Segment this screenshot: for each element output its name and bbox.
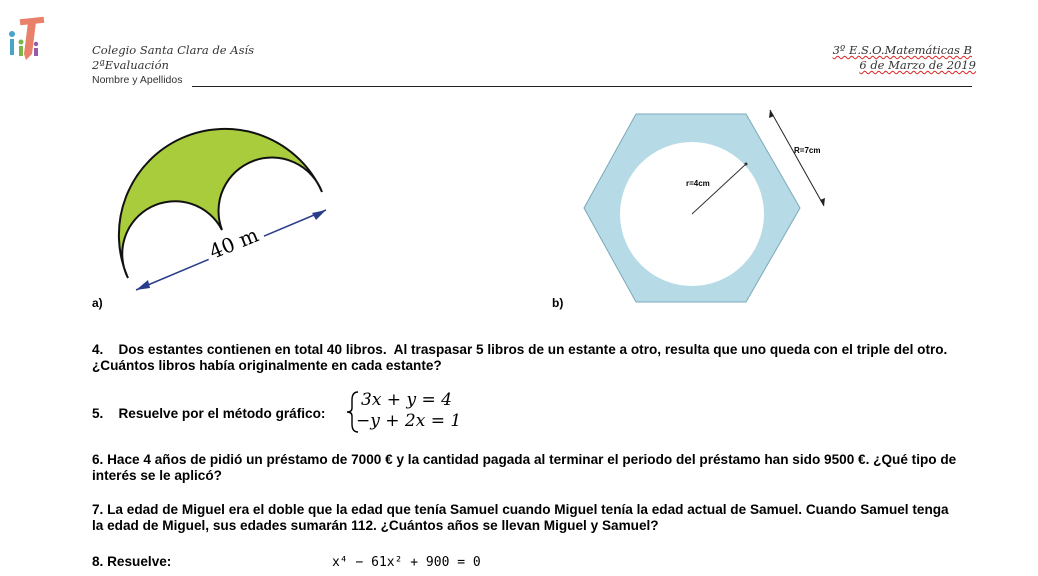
course-label: 3º E.S.O.Matemáticas B: [832, 43, 972, 57]
school-name: Colegio Santa Clara de Asís: [92, 43, 255, 57]
term-label: 2ªEvaluación: [92, 58, 169, 72]
inner-radius-label: r=4cm: [686, 179, 710, 188]
name-line: [192, 86, 972, 87]
question-4-line1: 4. Dos estantes contienen en total 40 libros. Al traspasar 5 libros de un estante a otro, resulta que uno queda con el triple del otro.: [92, 342, 948, 357]
question-5: 5. Resuelve por el método gráfico:: [92, 406, 326, 421]
question-6-line1: 6. Hace 4 años de pidió un préstamo de 7000 € y la cantidad pagada al terminar el periodo del préstamo han sido 9500 €. ¿Qué tipo de: [92, 452, 957, 467]
question-7-line2: la edad de Miguel, sus edades sumarán 112. ¿Cuántos años se llevan Miguel y Samuel?: [92, 518, 659, 533]
name-label: Nombre y Apellidos: [92, 74, 183, 86]
question-4-line2: ¿Cuántos libros había originalmente en cada estante?: [92, 358, 442, 373]
figure-a: [100, 100, 360, 310]
figure-a-label: a): [92, 296, 103, 310]
question-7: [92, 502, 949, 534]
equation-2: −y + 2x = 1: [356, 411, 462, 431]
school-logo: [2, 14, 46, 62]
equation-system: [344, 390, 474, 434]
equation-1: 3x + y = 4: [361, 390, 452, 410]
question-8: 8. Resuelve:: [92, 554, 172, 569]
question-8-equation: x⁴ − 61x² + 900 = 0: [332, 555, 481, 570]
question-4: [92, 342, 947, 374]
outer-radius-label: R=7cm: [794, 146, 821, 155]
dimension-label: 40 m: [205, 222, 262, 264]
question-7-line1: 7. La edad de Miguel era el doble que la edad que tenía Samuel cuando Miguel tenía la edad actual de Samuel. Cuando Samuel tenga: [92, 502, 949, 517]
figure-b-label: b): [552, 296, 564, 310]
date-label: 6 de Marzo de 2019: [859, 58, 976, 72]
figure-b: [580, 104, 830, 310]
question-6-line2: interés se le aplicó?: [92, 468, 222, 483]
question-6: [92, 452, 956, 484]
